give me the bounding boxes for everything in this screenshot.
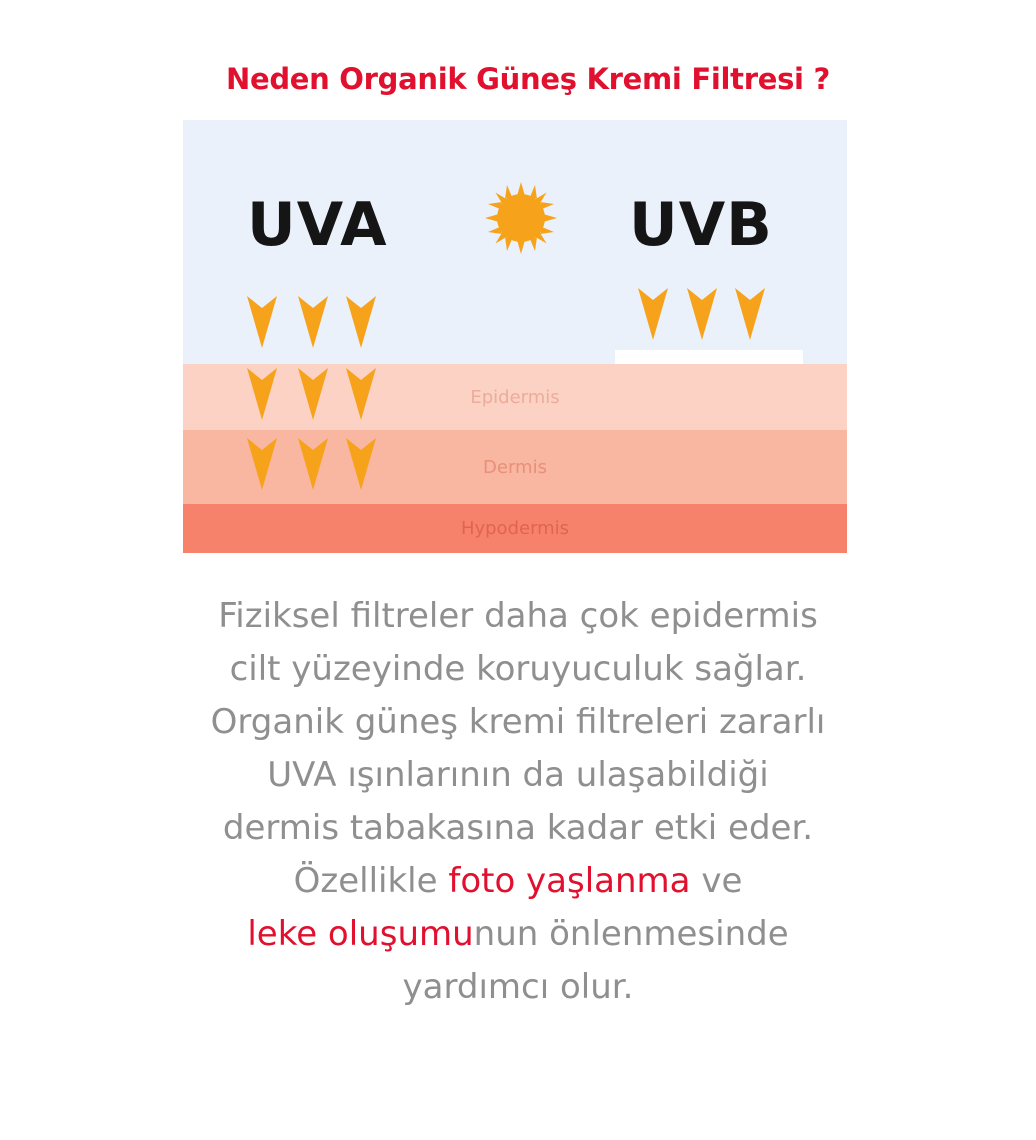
arrow-down-icon bbox=[298, 438, 328, 490]
skin-surface-highlight bbox=[615, 350, 803, 364]
highlight-leke-olusumu: leke oluşumu bbox=[247, 914, 474, 954]
description-segment: Özellikle bbox=[293, 861, 449, 901]
arrow-down-icon bbox=[638, 288, 668, 340]
arrow-down-icon bbox=[247, 296, 277, 348]
description-line: Fiziksel filtreler daha çok epidermis bbox=[218, 596, 818, 636]
dermis-label: Dermis bbox=[483, 456, 547, 478]
hypodermis-label: Hypodermis bbox=[460, 518, 570, 539]
arrow-down-icon bbox=[346, 296, 376, 348]
description-line: dermis tabakasına kadar etki eder. bbox=[222, 808, 814, 848]
page-title: Neden Organik Güneş Kremi Filtresi ? bbox=[225, 62, 831, 96]
highlight-foto-yaslanma: foto yaşlanma bbox=[448, 861, 691, 901]
dermis-layer bbox=[183, 430, 847, 504]
epidermis-label: Epidermis bbox=[470, 386, 560, 408]
description-line bbox=[0, 908, 1036, 961]
description-text bbox=[0, 590, 1036, 1014]
description-line: cilt yüzeyinde koruyuculuk sağlar. bbox=[229, 649, 807, 689]
arrow-down-icon bbox=[687, 288, 717, 340]
uv-skin-diagram bbox=[183, 120, 847, 553]
sun-icon bbox=[481, 178, 561, 258]
hypodermis-layer bbox=[183, 504, 847, 553]
description-segment: ve bbox=[690, 861, 743, 901]
epidermis-layer bbox=[183, 364, 847, 430]
description-line bbox=[0, 855, 1036, 908]
uvb-label: UVB bbox=[629, 190, 773, 260]
description-line: UVA ışınlarının da ulaşabildiği bbox=[267, 755, 769, 795]
description-segment: nun önlenmesinde bbox=[473, 914, 789, 954]
arrow-down-icon bbox=[247, 368, 277, 420]
description-line: Organik güneş kremi filtreleri zararlı bbox=[210, 702, 826, 742]
arrow-down-icon bbox=[346, 438, 376, 490]
arrow-down-icon bbox=[298, 368, 328, 420]
uva-label: UVA bbox=[247, 190, 388, 260]
arrow-down-icon bbox=[247, 438, 277, 490]
arrow-down-icon bbox=[735, 288, 765, 340]
description-line: yardımcı olur. bbox=[402, 967, 634, 1007]
arrow-down-icon bbox=[298, 296, 328, 348]
arrow-down-icon bbox=[346, 368, 376, 420]
